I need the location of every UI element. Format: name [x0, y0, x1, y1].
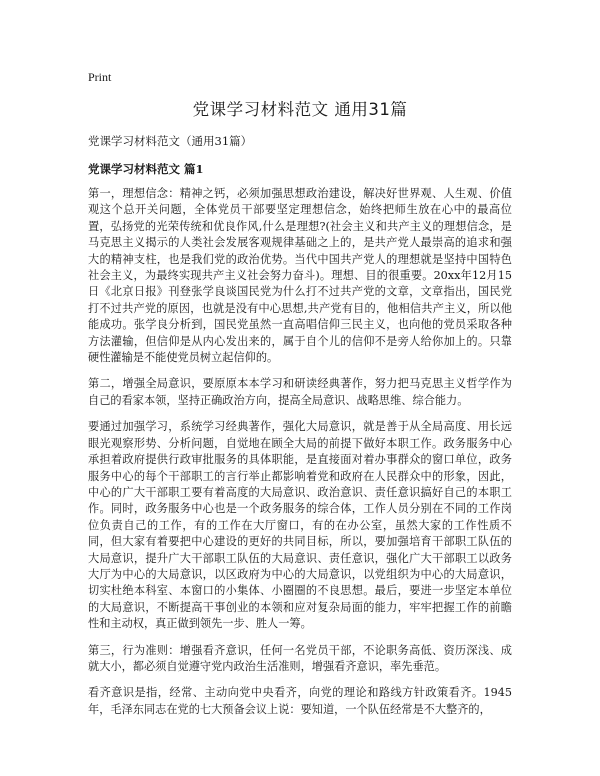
- body-paragraph: 看齐意识是指，经常、主动向党中央看齐，向党的理论和路线方针政策看齐。1945年，毛泽东同志在党的七大预备会议上说：要知道，一个队伍经常是不大整齐的，: [88, 686, 512, 716]
- print-link[interactable]: Print: [88, 70, 112, 84]
- document-subtitle: 党课学习材料范文（通用31篇）: [88, 134, 253, 148]
- body-paragraph: 第一，理想信念：精神之钙，必须加强思想政治建设，解决好世界观、人生观、价值观这个总开关问题，全体党员干部要坚定理想信念，始终把师生放在心中的最高位置，弘扬党的光荣传统和优良作风,什么是理想?(社会主义和共产主义的理想信念，是马克思主义揭示的人类社会发展客观规律基础之上的，是共产党人最崇高的追求和强大的精神支柱，也是我们党的政治优势。当代中国共产党人的理想就是坚持中国特色社会主义，为最终实现共产主义社会努力奋斗)。理想、目的很重要。20xx年12月15日《北京日报》刊登张学良谈国民党为什么打不过共产党的文章，文章指出，国民党打不过共产党的原因，也就是没有中心思想,共产党有目的，他相信共产主义，所以他能成功。张学良分析到，国民党虽然一直高唱信仰三民主义，也向他的党员采取各种方法灌输，但信仰是从内心发出来的，属于自个儿的信仰不是旁人给你加上的。只靠硬性灌输是不能使党员树立起信仰的。: [88, 187, 512, 365]
- body-paragraph: 第三，行为准则：增强看齐意识，任何一名党员干部，不论职务高低、资历深浅、成就大小，都必须自觉遵守党内政治生活准则，增强看齐意识，率先垂范。: [88, 643, 512, 673]
- document-body: [88, 186, 512, 728]
- document-title: 党课学习材料范文 通用31篇: [192, 100, 408, 119]
- body-paragraph: 第二，增强全局意识，要原原本本学习和研读经典著作，努力把马克思主义哲学作为自己的看家本领，坚持正确政治方向，提高全局意识、战略思维、综合能力。: [88, 377, 512, 407]
- body-paragraph: 要通过加强学习，系统学习经典著作，强化大局意识，就是善于从全局高度、用长远眼光观察形势、分析问题，自觉地在顾全大局的前提下做好本职工作。政务服务中心承担着政府提供行政审批服务的具体职能，是直接面对着办事群众的窗口单位，政务服务中心的每个干部职工的言行举止都影响着党和政府在人民群众中的形象，因此，中心的广大干部职工要有着高度的大局意识、政治意识、责任意识搞好自己的本职工作。同时，政务服务中心也是一个政务服务的综合体，工作人员分别在不同的工作岗位负责自己的工作，有的工作在大厅窗口，有的在办公室，虽然大家的工作性质不同，但大家有着要把中心建设的更好的共同目标，所以，要加强培育干部职工队伍的大局意识，提升广大干部职工队伍的大局意识、责任意识，强化广大干部职工以政务大厅为中心的大局意识，以区政府为中心的大局意识，以党组织为中心的大局意识，切实杜绝本科室、本窗口的小集体、小圈圈的不良思想。最后，要进一步坚定本单位的大局意识，不断提高干事创业的本领和应对复杂局面的能力，牢牢把握工作的前瞻性和主动权，真正做到领先一步、胜人一筹。: [88, 420, 512, 631]
- section-heading: 党课学习材料范文 篇1: [88, 162, 204, 176]
